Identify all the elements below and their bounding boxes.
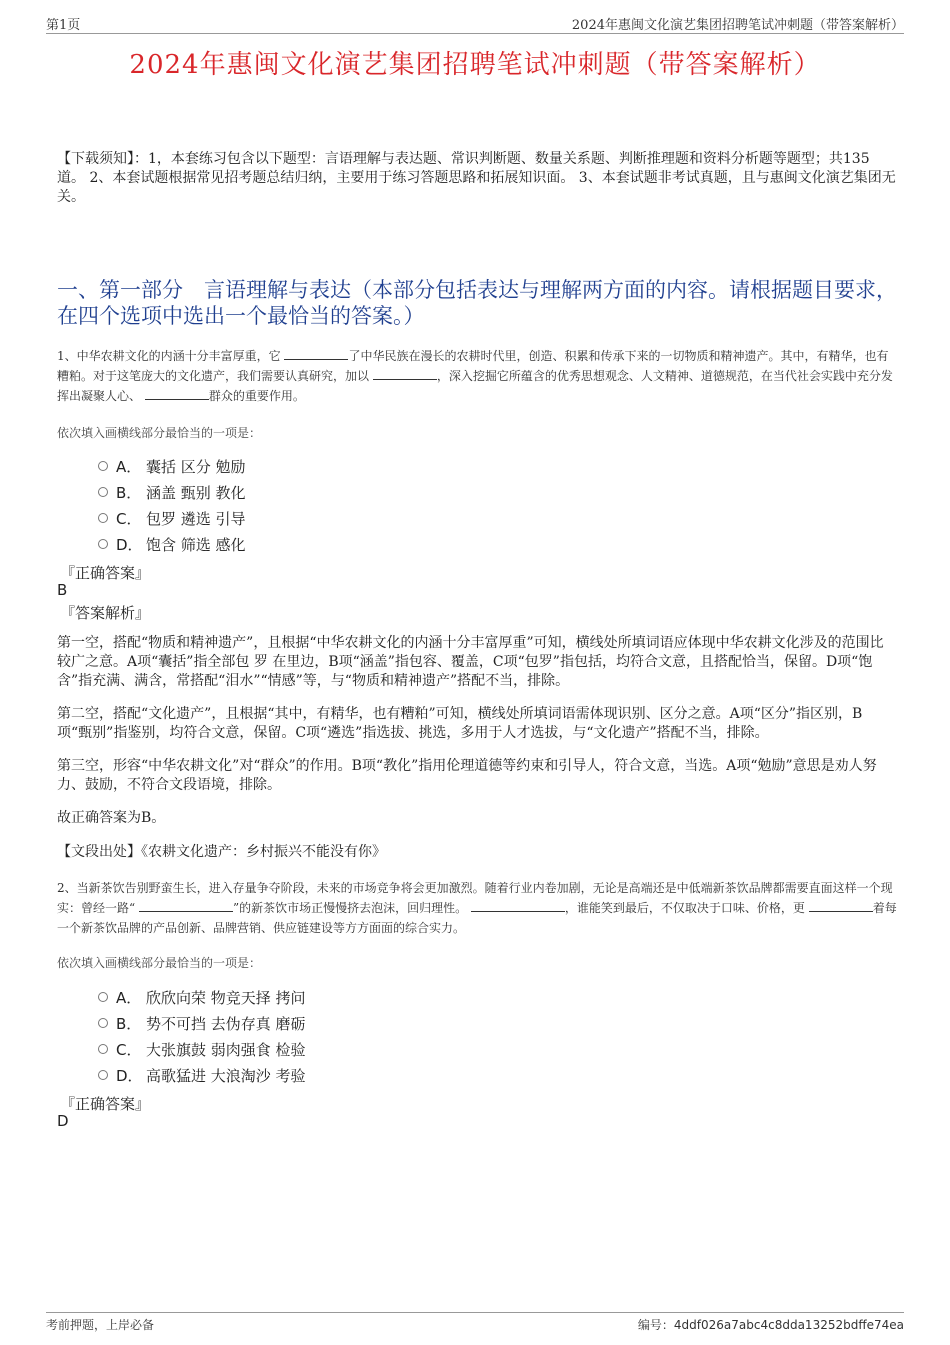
question-2-text: 2、当新茶饮告别野蛮生长，进入存量争夺阶段，未来的市场竞争将会更加激烈。随着行业内卷加剧，无论是高端还是中低端新茶饮品牌都需要直面这样一个现实：曾经一路“ ”的新茶饮市场正慢慢挤去泡沫，回归理性。 ，谁能笑到最后，不仅取决于口味、价格，更 着每一个新茶饮品牌的产品创新、品牌营销、供应链建设等方方面面的综合实力。 xyxy=(57,881,897,935)
option-c[interactable]: C． 包罗 遴选 引导 xyxy=(98,505,246,531)
option-d[interactable]: D． 高歌猛进 大浪淘沙 考验 xyxy=(98,1062,306,1088)
page-footer xyxy=(46,1312,904,1334)
option-d[interactable]: D． 饱含 筛选 感化 xyxy=(98,531,246,557)
radio-icon[interactable] xyxy=(98,1018,108,1028)
question-1-options xyxy=(98,453,246,557)
radio-icon[interactable] xyxy=(98,992,108,1002)
download-notice: 【下载须知】：1，本套练习包含以下题型：言语理解与表达题、常识判断题、数量关系题、判断推理题和资料分析题等题型；共135道。 2、本套试题根据常见招考题总结归纳，主要用于练习答题思路和拓展知识面。 3、本套试题非考试真题，且与惠闽文化演艺集团无关。 xyxy=(57,151,896,205)
analysis-paragraph: 第二空，搭配“文化遗产”，且根据“其中，有精华，也有糟粕”可知，横线处所填词语需体现识别、区分之意。A项“区分”指区别，B项“甄别”指鉴别，均符合文意，保留。C项“遴选”指选拔、挑选，多用于人才选拔，与“文化遗产”搭配不当，排除。 xyxy=(57,706,863,741)
analysis-label: 『答案解析』 xyxy=(60,604,151,622)
radio-icon[interactable] xyxy=(98,1070,108,1080)
radio-icon[interactable] xyxy=(98,487,108,497)
blank-line xyxy=(284,348,348,360)
radio-icon[interactable] xyxy=(98,1044,108,1054)
option-c[interactable]: C． 大张旗鼓 弱肉强食 检验 xyxy=(98,1036,306,1062)
document-title: 2024年惠闽文化演艺集团招聘笔试冲刺题（带答案解析） xyxy=(129,50,821,80)
blank-line xyxy=(373,368,437,380)
footer-slogan: 考前押题，上岸必备 xyxy=(46,1318,155,1332)
radio-icon[interactable] xyxy=(98,513,108,523)
blank-line xyxy=(471,900,565,912)
header-doc-title: 2024年惠闽文化演艺集团招聘笔试冲刺题（带答案解析） xyxy=(571,18,904,33)
answer-label: 『正确答案』 xyxy=(60,1095,151,1113)
question-1-prompt: 依次填入画横线部分最恰当的一项是： xyxy=(57,426,262,440)
section-heading: 一、第一部分 言语理解与表达（本部分包括表达与理解两方面的内容。请根据题目要求，在四个选项中选出一个最恰当的答案。） xyxy=(57,278,897,328)
document-code: 编号：4ddf026a7abc4c8dda13252bdffe74ea xyxy=(637,1318,904,1332)
page-header xyxy=(46,14,904,34)
question-2-options xyxy=(98,984,306,1088)
answer-label: 『正确答案』 xyxy=(60,564,151,582)
radio-icon[interactable] xyxy=(98,461,108,471)
option-a[interactable]: A． 欣欣向荣 物竞天择 拷问 xyxy=(98,984,306,1010)
analysis-conclusion: 故正确答案为B。 xyxy=(57,810,166,826)
option-a[interactable]: A． 囊括 区分 勉励 xyxy=(98,453,246,479)
analysis-paragraph: 第一空，搭配“物质和精神遗产”，且根据“中华农耕文化的内涵十分丰富厚重”可知，横线处所填词语应体现中华农耕文化涉及的范围比较广之意。A项“囊括”指全部包 罗 在里边，B项“涵盖”指包容、覆盖，C项“包罗”指包括，均符合文意，且搭配恰当，保留。D项“饱含”指充满、满含，常搭配“泪水”“情感”等，与“物质和精神遗产”搭配不当，排除。 xyxy=(57,635,884,689)
question-2-prompt: 依次填入画横线部分最恰当的一项是： xyxy=(57,956,262,970)
blank-line xyxy=(139,900,233,912)
question-1-text: 1、中华农耕文化的内涵十分丰富厚重，它 了中华民族在漫长的农耕时代里，创造、积累和传承下来的一切物质和精神遗产。其中，有精华，也有糟粕。对于这笔庞大的文化遗产，我们需要认真研究，加以 ，深入挖掘它所蕴含的优秀思想观念、人文精神、道德规范，在当代社会实践中充分发挥出凝聚人心、 群众的重要作用。 xyxy=(57,349,893,403)
radio-icon[interactable] xyxy=(98,539,108,549)
page-number: 第1页 xyxy=(46,18,81,33)
option-b[interactable]: B． 势不可挡 去伪存真 磨砺 xyxy=(98,1010,306,1036)
blank-line xyxy=(809,900,873,912)
answer-value: B xyxy=(57,581,68,599)
answer-value: D xyxy=(57,1112,69,1130)
option-b[interactable]: B． 涵盖 甄别 教化 xyxy=(98,479,246,505)
analysis-paragraph: 第三空，形容“中华农耕文化”对“群众”的作用。B项“教化”指用伦理道德等约束和引导人，符合文意，当选。A项“勉励”意思是劝人努力、鼓励，不符合文段语境，排除。 xyxy=(57,758,877,793)
source-citation: 【文段出处】《农耕文化遗产：乡村振兴不能没有你》 xyxy=(57,844,386,860)
blank-line xyxy=(145,388,209,400)
